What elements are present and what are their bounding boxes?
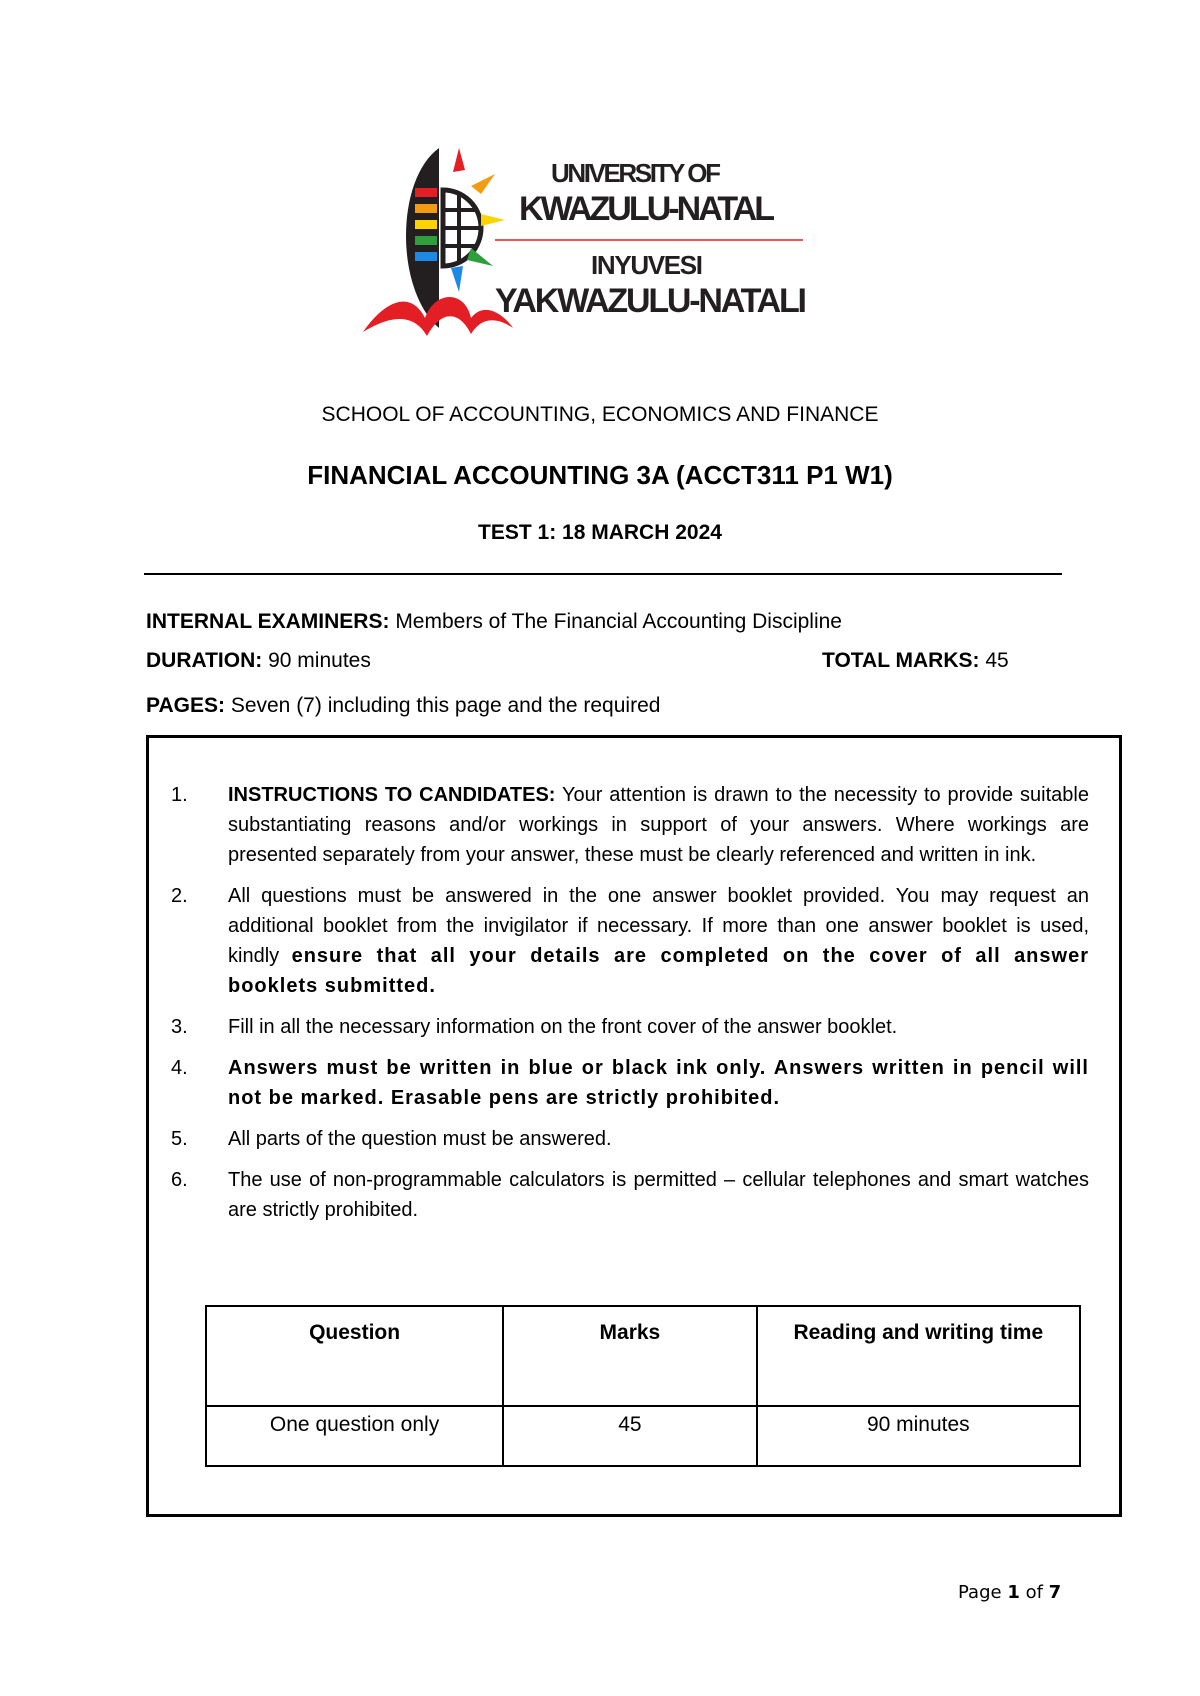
- logo-line3: INYUVESI: [591, 250, 703, 280]
- table-header-marks: Marks: [503, 1306, 756, 1406]
- instruction-bold: ensure that all your details are completed on the cover of all answer booklets submitted.: [228, 945, 1089, 997]
- header-rule: [144, 573, 1062, 575]
- logo-line2: KWAZULU-NATAL: [519, 190, 775, 228]
- instructions-list: [171, 780, 1089, 1236]
- instruction-item: [171, 881, 1089, 1001]
- sun-ray: [467, 248, 493, 266]
- university-logo: [355, 140, 855, 360]
- instruction-bold: Answers must be written in blue or black ink only. Answers written in pencil will not be marked. Erasable pens are strictly prohibited.: [228, 1057, 1089, 1109]
- sun-ray: [453, 148, 465, 172]
- instruction-item: [171, 780, 1089, 870]
- examiners-label: INTERNAL EXAMINERS:: [146, 610, 390, 633]
- footer-page-word: Page: [958, 1582, 1002, 1603]
- page-number: [958, 1582, 1061, 1603]
- red-wave: [363, 297, 513, 336]
- examiners-value: Members of The Financial Accounting Discipline: [395, 610, 842, 633]
- total-marks-line: [822, 649, 1009, 673]
- table-header-row: [206, 1306, 1080, 1406]
- instruction-item: [171, 1124, 1089, 1154]
- duration-value: 90 minutes: [268, 649, 371, 672]
- table-cell-marks: 45: [503, 1406, 756, 1466]
- table-header-question: Question: [206, 1306, 503, 1406]
- instruction-item: [171, 1053, 1089, 1113]
- table-row: [206, 1406, 1080, 1466]
- pages-value: Seven (7) including this page and the required: [230, 694, 661, 717]
- instruction-number: 5.: [171, 1128, 188, 1150]
- instruction-bold: INSTRUCTIONS TO CANDIDATES:: [228, 784, 556, 806]
- school-name: SCHOOL OF ACCOUNTING, ECONOMICS AND FINANCE: [321, 403, 879, 426]
- shield-stripe: [415, 220, 437, 229]
- table-cell-question: One question only: [206, 1406, 503, 1466]
- logo-line1: UNIVERSITY OF: [551, 158, 721, 188]
- instruction-text: All parts of the question must be answered.: [228, 1128, 612, 1150]
- table-header-time: Reading and writing time: [757, 1306, 1080, 1406]
- logo-line4: YAKWAZULU-NATALI: [495, 282, 807, 320]
- pages-label: PAGES:: [146, 694, 225, 717]
- examiners-line: [146, 610, 842, 634]
- table-cell-time: 90 minutes: [757, 1406, 1080, 1466]
- shield-stripe: [415, 252, 437, 261]
- instruction-text: All questions must be answered in the one answer booklet provided. You may request an additional booklet from the invigilator if necessary. If more than one answer booklet is used, kindly: [228, 885, 1089, 967]
- duration-line: [146, 649, 371, 673]
- shield-stripe: [415, 188, 437, 197]
- instruction-item: [171, 1012, 1089, 1042]
- sun-ray: [481, 214, 505, 226]
- sun-ray: [471, 174, 495, 194]
- instructions-box: [146, 735, 1122, 1517]
- course-title: FINANCIAL ACCOUNTING 3A (ACCT311 P1 W1): [307, 460, 893, 490]
- footer-of-word: of: [1025, 1582, 1043, 1603]
- instruction-number: 3.: [171, 1016, 188, 1038]
- instruction-text: Fill in all the necessary information on the front cover of the answer booklet.: [228, 1016, 898, 1038]
- duration-label: DURATION:: [146, 649, 263, 672]
- ukzn-logo-graphic: [355, 140, 855, 360]
- pages-line: [146, 694, 660, 718]
- instruction-text: The use of non-programmable calculators is permitted – cellular telephones and smart watches are strictly prohibited.: [228, 1169, 1089, 1221]
- footer-current-page: 1: [1007, 1582, 1020, 1603]
- instruction-number: 6.: [171, 1169, 188, 1191]
- shield-stripe: [415, 204, 437, 213]
- instruction-number: 1.: [171, 784, 188, 806]
- shield-stripe: [415, 236, 437, 245]
- test-date: TEST 1: 18 MARCH 2024: [478, 521, 722, 544]
- instruction-item: [171, 1165, 1089, 1225]
- total-marks-label: TOTAL MARKS:: [822, 649, 980, 672]
- instruction-text: Your attention is drawn to the necessity to provide suitable substantiating reasons and/or workings in support of your answers. Where workings are presented separately from your answer, these must be clearly referenced and written in ink.: [228, 784, 1089, 866]
- instruction-number: 4.: [171, 1057, 188, 1079]
- instruction-number: 2.: [171, 885, 188, 907]
- footer-total-pages: 7: [1048, 1582, 1062, 1603]
- sun-ray: [451, 266, 463, 292]
- marks-table: [205, 1305, 1081, 1467]
- total-marks-value: 45: [985, 649, 1009, 672]
